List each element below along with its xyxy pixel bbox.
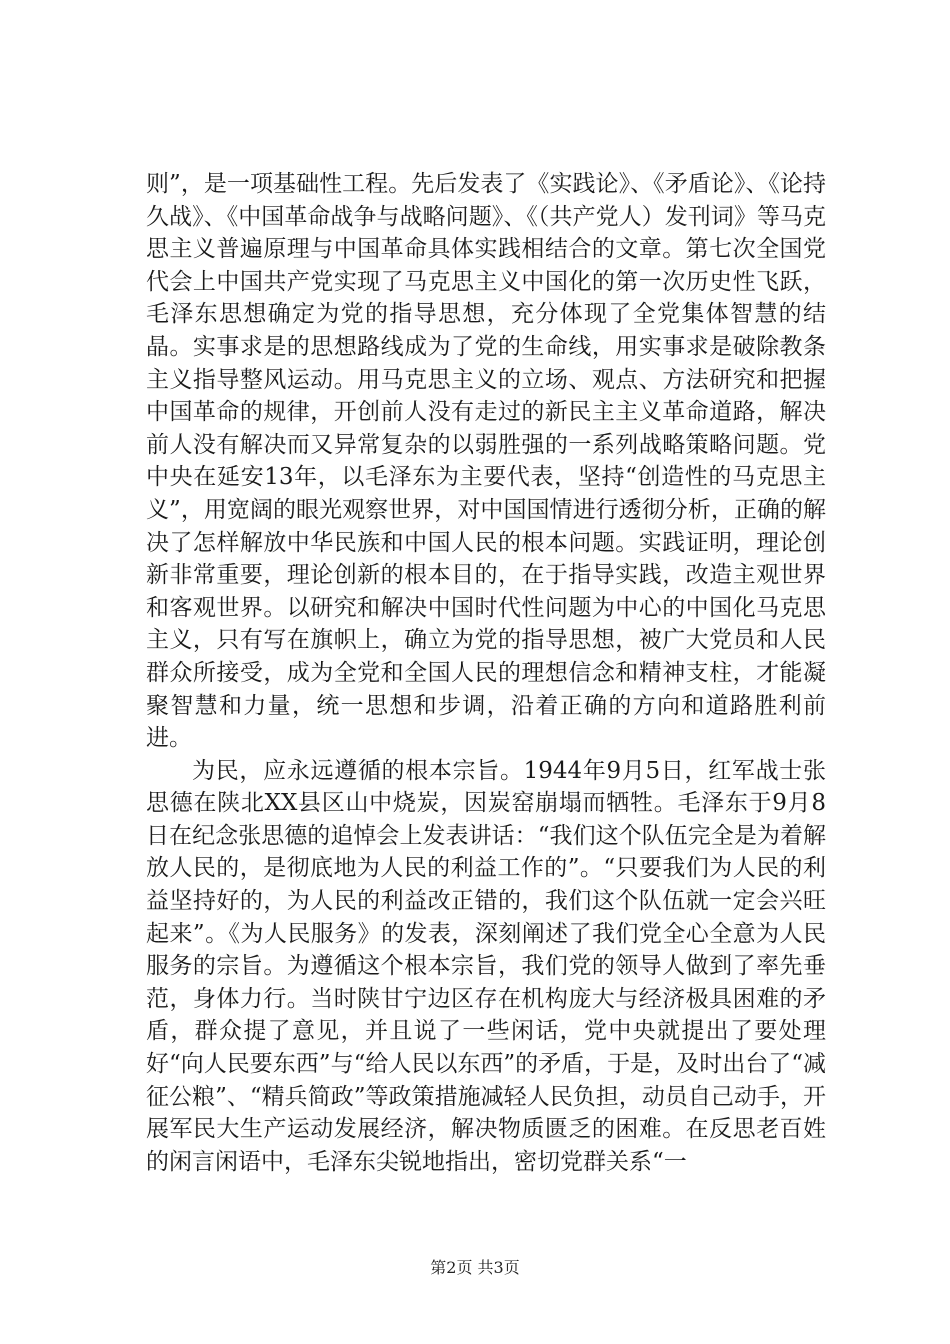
paragraph-2: 为民，应永远遵循的根本宗旨。1944年9月5日，红军战士张思德在陕北XX县区山中烧炭，因炭窑崩塌而牺牲。毛泽东于9月8日在纪念张思德的追悼会上发表讲话：“我们这个队伍完全是为着解放人民的，是彻底地为人民的利益工作的”。“只要我们为人民的利益坚持好的，为人民的利益改正错的，我们这个队伍就一定会兴旺起来”。《为人民服务》的发表，深刻阐述了我们党全心全意为人民服务的宗旨。为遵循这个根本宗旨，我们党的领导人做到了率先垂范，身体力行。当时陕甘宁边区存在机构庞大与经济极具困难的矛盾，群众提了意见，并且说了一些闲话，党中央就提出了要处理好“向人民要东西”与“给人民以东西”的矛盾，于是，及时出台了“减征公粮”、“精兵简政”等政策措施减轻人民负担，动员自己动手，开展军民大生产运动发展经济，解决物质匮乏的困难。在反思老百姓的闲言闲语中，毛泽东尖锐地指出，密切党群关系“一	[146, 757, 826, 1175]
page-footer: 第2页 共3页	[430, 1258, 520, 1277]
paragraph-1: 则”，是一项基础性工程。先后发表了《实践论》、《矛盾论》、《论持久战》、《中国革命战争与战略问题》、《（共产党人）发刊词》等马克思主义普遍原理与中国革命具体实践相结合的文章。第七次全国党代会上中国共产党实现了马克思主义中国化的第一次历史性飞跃，毛泽东思想确定为党的指导思想，充分体现了全党集体智慧的结晶。实事求是的思想路线成为了党的生命线，用实事求是破除教条主义指导整风运动。用马克思主义的立场、观点、方法研究和把握中国革命的规律，开创前人没有走过的新民主主义革命道路，解决前人没有解决而又异常复杂的以弱胜强的一系列战略策略问题。党中央在延安13年，以毛泽东为主要代表，坚持“创造性的马克思主义”，用宽阔的眼光观察世界，对中国国情进行透彻分析，正确的解决了怎样解放中华民族和中国人民的根本问题。实践证明，理论创新非常重要，理论创新的根本目的，在于指导实践，改造主观世界和客观世界。以研究和解决中国时代性问题为中心的中国化马克思主义，只有写在旗帜上，确立为党的指导思想，被广大党员和人民群众所接受，成为全党和全国人民的理想信念和精神支柱，才能凝聚智慧和力量，统一思想和步调，沿着正确的方向和道路胜利前进。	[146, 171, 826, 752]
body-text	[146, 168, 826, 1178]
